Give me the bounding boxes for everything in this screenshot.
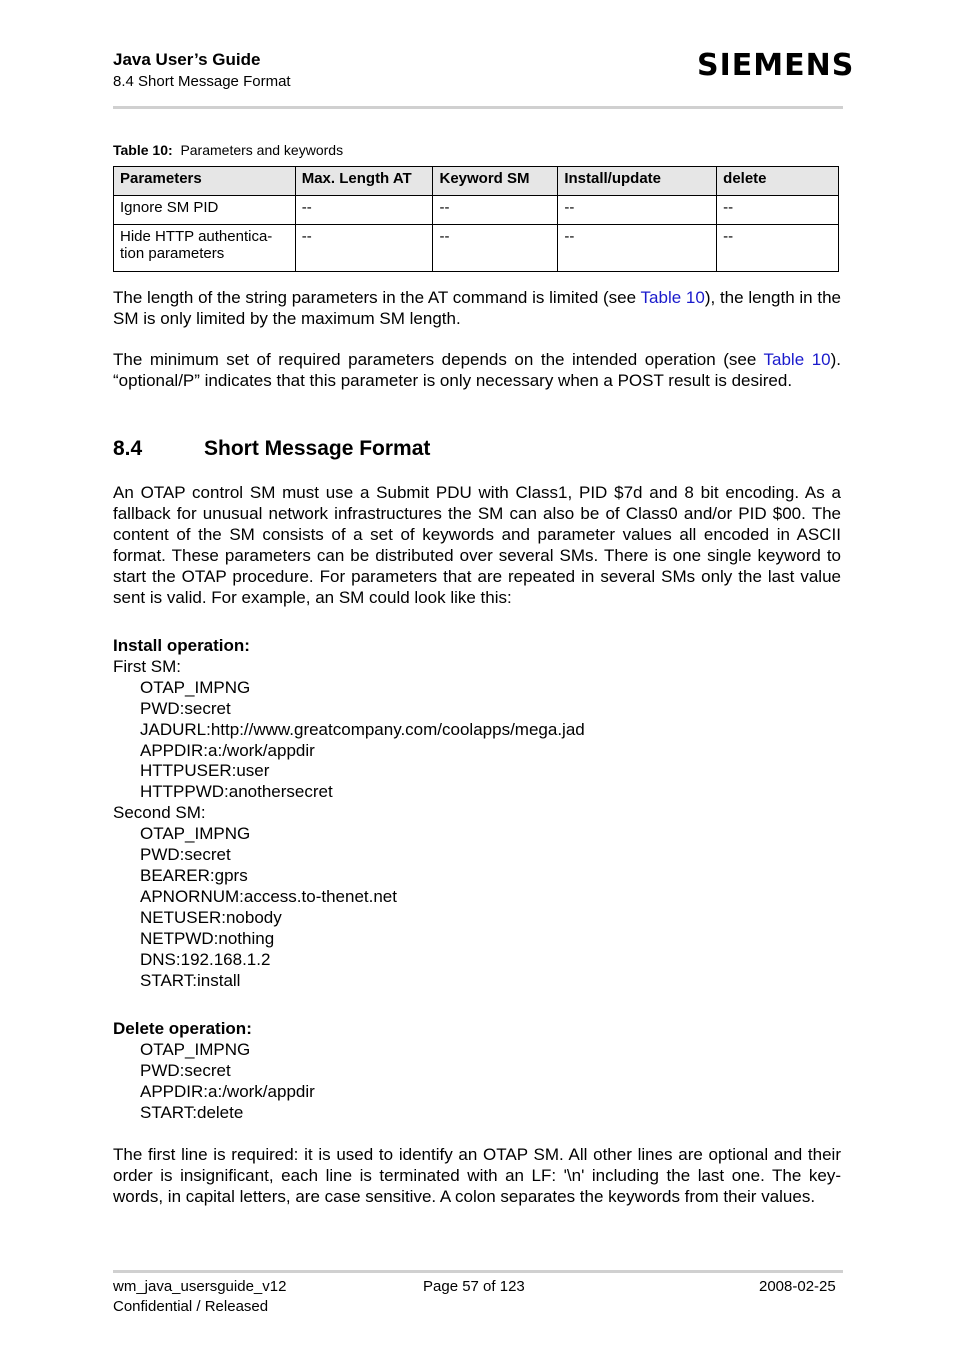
table-cell: Hide HTTP authentica- tion parameters xyxy=(114,225,296,272)
paragraph-text: The minimum set of required parameters depends on the intended operation (see xyxy=(113,350,764,369)
table-header-row xyxy=(114,167,839,196)
table-row xyxy=(114,196,839,225)
table-10-link[interactable]: Table 10 xyxy=(763,350,831,369)
column-header: Max. Length AT xyxy=(295,167,433,196)
first-sm-label: First SM: xyxy=(113,656,181,676)
code-line: BEARER:gprs xyxy=(140,865,248,885)
section-title: Short Message Format xyxy=(204,437,431,460)
siemens-logo: SIEMENS xyxy=(697,48,855,83)
section-number: 8.4 xyxy=(113,437,143,460)
header-divider xyxy=(113,106,843,109)
code-line: NETUSER:nobody xyxy=(140,907,282,927)
paragraph-text: The length of the string parameters in the AT command is limited (see xyxy=(113,288,641,307)
code-line: OTAP_IMPNG xyxy=(140,1039,251,1059)
section-heading xyxy=(113,437,430,461)
table-caption xyxy=(113,142,343,158)
table-cell: -- xyxy=(717,225,839,272)
delete-heading: Delete operation: xyxy=(113,1019,252,1038)
code-line: START:delete xyxy=(140,1102,244,1122)
table-caption-text: Parameters and keywords xyxy=(180,142,344,158)
table-row xyxy=(114,225,839,272)
table-cell: -- xyxy=(717,196,839,225)
code-line: OTAP_IMPNG xyxy=(140,677,251,697)
code-line: APPDIR:a:/work/appdir xyxy=(140,740,315,760)
table-cell: -- xyxy=(295,225,433,272)
table-cell: -- xyxy=(433,196,558,225)
code-line: APNORNUM:access.to-thenet.net xyxy=(140,886,397,906)
length-paragraph xyxy=(113,287,841,329)
paragraph-text: ). “optional/P” indicates that this parameter is only necessary when a POST result is desired. xyxy=(113,350,841,390)
table-cell: -- xyxy=(433,225,558,272)
footer-divider xyxy=(113,1270,843,1273)
table-cell: Ignore SM PID xyxy=(114,196,296,225)
minimum-set-paragraph xyxy=(113,349,841,391)
footer-date: 2008-02-25 xyxy=(759,1278,836,1295)
table-10-link[interactable]: Table 10 xyxy=(640,288,705,307)
code-line: PWD:secret xyxy=(140,698,231,718)
code-line: START:install xyxy=(140,970,241,990)
second-sm-label: Second SM: xyxy=(113,803,206,823)
column-header: Keyword SM xyxy=(433,167,558,196)
code-line: NETPWD:nothing xyxy=(140,928,275,948)
table-cell: -- xyxy=(558,196,717,225)
code-line: DNS:192.168.1.2 xyxy=(140,949,271,969)
footer-status: Confidential / Released xyxy=(113,1298,269,1315)
code-line: JADURL:http://www.greatcompany.com/coolapps/mega.jad xyxy=(140,719,585,739)
code-line: PWD:secret xyxy=(140,845,231,865)
table-caption-label: Table 10: xyxy=(113,142,173,158)
install-operation-block xyxy=(113,636,585,991)
intro-paragraph: An OTAP control SM must use a Submit PDU with Class1, PID $7d and 8 bit encoding. As a fallback for unusual network infrastructures the SM can also be of Class0 and/or PID $00. The content of the SM consists of a set of keywords and parameter values all encoded in ASCII format. These parameters can be distributed over several SMs. There is one single keyword to start the OTAP procedure. For parameters that are repeated in several SMs only the last value sent is valid. For example, an SM could look like this: xyxy=(113,483,841,607)
parameters-table xyxy=(113,166,839,272)
table-cell: -- xyxy=(295,196,433,225)
footer-doc-name: wm_java_usersguide_v12 xyxy=(113,1278,287,1295)
column-header: delete xyxy=(717,167,839,196)
section-subtitle: 8.4 Short Message Format xyxy=(113,73,291,90)
footer-left xyxy=(113,1277,286,1317)
code-line: OTAP_IMPNG xyxy=(140,824,251,844)
table-cell: -- xyxy=(558,225,717,272)
document-title: Java User’s Guide xyxy=(113,50,261,69)
paragraph-text: ), the length in the SM is only limited by the maximum SM length. xyxy=(113,288,841,328)
delete-operation-block xyxy=(113,1019,315,1124)
code-line: HTTPUSER:user xyxy=(140,761,270,781)
code-line: APPDIR:a:/work/appdir xyxy=(140,1081,315,1101)
closing-paragraph: The first line is required: it is used to identify an OTAP SM. All other lines are optional and their order is insignificant, each line is terminated with an LF: '\n' including the last one. The key-words, in capital letters, are case sensitive. A colon separates the keywords from their values. xyxy=(113,1145,841,1206)
column-header: Parameters xyxy=(114,167,296,196)
column-header: Install/update xyxy=(558,167,717,196)
footer-page-number: Page 57 of 123 xyxy=(423,1278,525,1295)
install-heading: Install operation: xyxy=(113,636,250,655)
code-line: HTTPPWD:anothersecret xyxy=(140,782,333,802)
code-line: PWD:secret xyxy=(140,1060,231,1080)
